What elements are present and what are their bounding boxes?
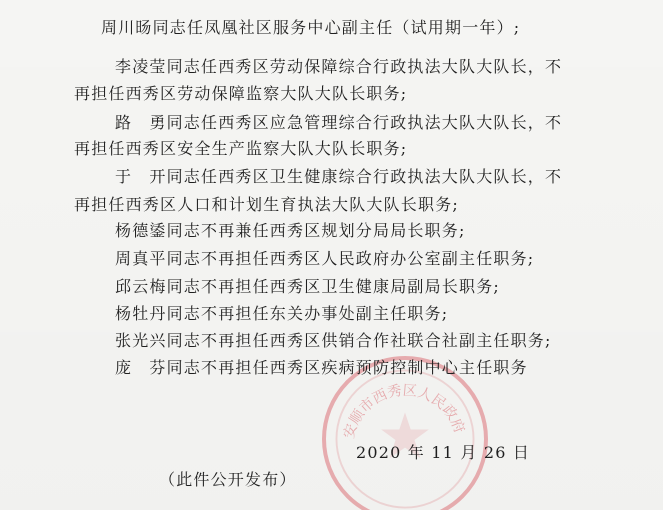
document-date: 2020 年 11 月 26 日 [356, 443, 531, 462]
official-seal [322, 356, 488, 510]
appointment-line-1: 周川旸同志任凤凰社区服务中心副主任（试用期一年）; [101, 18, 521, 37]
appointment-line-11: 杨牡丹同志不再担任东关办事处副主任职务; [115, 304, 449, 323]
appointment-line-5: 再担任西秀区安全生产监察大队大队长职务; [74, 139, 408, 158]
appointment-line-4: 路 勇同志任西秀区应急管理综合行政执法大队大队长，不 [115, 113, 563, 132]
appointment-line-6: 于 开同志任西秀区卫生健康综合行政执法大队大队长，不 [115, 167, 563, 186]
appointment-line-10: 邱云梅同志不再担任西秀区卫生健康局副局长职务; [115, 277, 500, 296]
svg-text:安顺市西秀区人民政府: 安顺市西秀区人民政府 [341, 382, 468, 441]
appointment-line-13: 庞 芬同志不再担任西秀区疾病预防控制中心主任职务 [115, 358, 528, 377]
appointment-line-8: 杨德鋈同志不再兼任西秀区规划分局局长职务; [115, 221, 466, 240]
appointment-line-9: 周真平同志不再担任西秀区人民政府办公室副主任职务; [115, 249, 535, 268]
appointment-line-2: 李凌莹同志任西秀区劳动保障综合行政执法大队大队长，不 [115, 57, 563, 76]
appointment-line-7: 再担任西秀区人口和计划生育执法大队大队长职务; [74, 195, 459, 214]
appointment-line-3: 再担任西秀区劳动保障监察大队大队长职务; [74, 84, 408, 103]
publication-note: （此件公开发布） [159, 470, 297, 489]
appointment-line-12: 张光兴同志不再担任西秀区供销合作社联合社副主任职务; [115, 331, 552, 350]
